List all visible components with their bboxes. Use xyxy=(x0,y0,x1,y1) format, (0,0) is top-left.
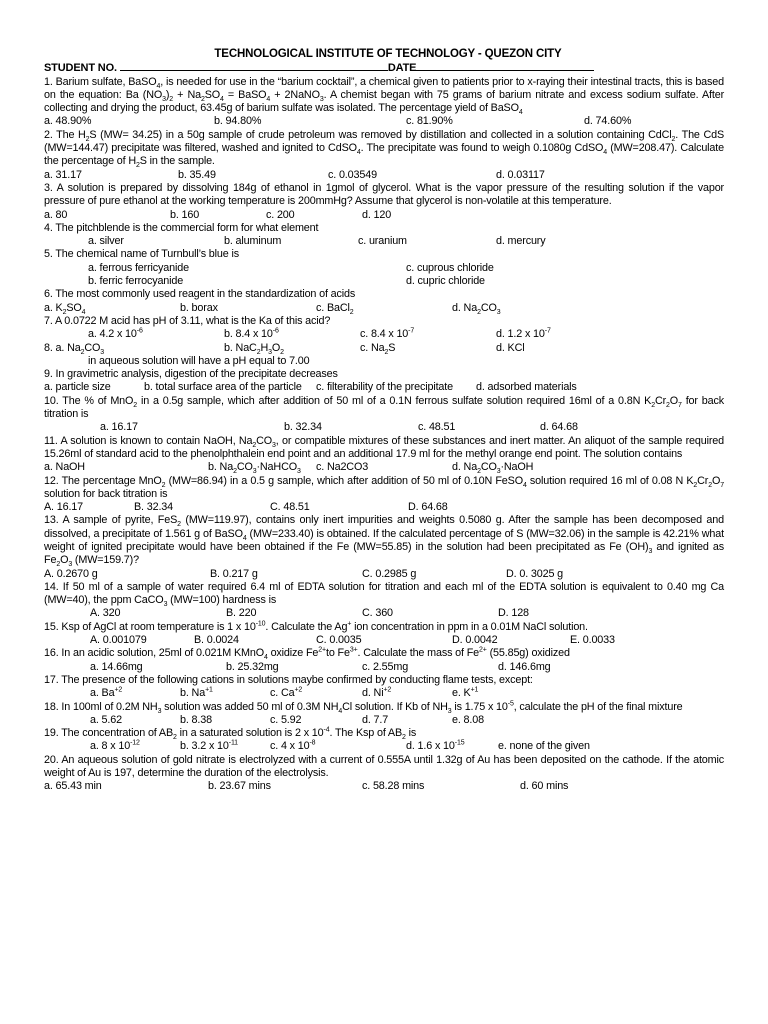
choice-row xyxy=(44,209,724,222)
answer-choice: c. 8.4 x $10^{-7}$ xyxy=(360,327,415,341)
answer-choice: c. 4 x $10^{-8}$ xyxy=(270,739,316,753)
answer-choice: a. 31.17 xyxy=(44,168,82,181)
answer-choice: e. $K^{+1}$ xyxy=(452,686,479,700)
student-info-line xyxy=(44,61,724,75)
choice-row xyxy=(44,302,724,315)
answer-choice: d. 64.68 xyxy=(540,421,578,434)
question-text: 7. A 0.0722 M acid has pH of 3.11, what is the Ka of this acid? xyxy=(44,314,331,327)
choice-row xyxy=(44,381,724,394)
answer-choice: c. cuprous chloride xyxy=(406,261,494,274)
question-q20 xyxy=(44,754,724,794)
answer-choice: C. 0.0035 xyxy=(316,634,362,647)
question-q19 xyxy=(44,727,724,754)
answer-choice: C. 360 xyxy=(362,607,393,620)
question-text: 16. In an acidic solution, 25ml of 0.021M KMnO$_4$ oxidize $Fe^{2+}to$ $Fe^{3+}$. Calculate the mass of $Fe^{2+}$ (55.85g) oxidized xyxy=(44,646,570,662)
answer-choice: d. 7.7 xyxy=(362,713,389,726)
answer-choice: b. total surface area of the particle xyxy=(144,381,302,394)
answer-choice: d. 1.2 x $10^{-7}$ xyxy=(496,327,551,341)
answer-choice: b. 160 xyxy=(170,208,200,221)
question-text: 4. The pitchblende is the commercial form for what element xyxy=(44,221,319,234)
answer-choice: a. 48.90% xyxy=(44,115,92,128)
answer-choice: b. 8.4 x $10^{-6}$ xyxy=(224,327,279,341)
choice-row xyxy=(44,607,724,620)
answer-choice: B. 0.217 g xyxy=(210,567,258,580)
answer-choice: a. $K_2SO_4$ xyxy=(44,301,86,316)
question-q9 xyxy=(44,368,724,395)
choice-row xyxy=(44,780,724,793)
choice-row xyxy=(44,342,724,355)
answer-choice: b. 25.32mg xyxy=(226,660,279,673)
choice-row xyxy=(44,661,724,674)
answer-choice: c. 48.51 xyxy=(418,421,456,434)
answer-choice: c. BaCl$_2$ xyxy=(316,301,354,316)
choice-row xyxy=(44,169,724,182)
question-q3 xyxy=(44,182,724,222)
question-text: 14. If 50 ml of a sample of water required 6.4 ml of EDTA solution for titration and each ml of the EDTA solution is equivalent to 0.40 mg Ca (MW=40), the ppm CaCO$_3$ (MW=100) hardness is xyxy=(44,580,724,609)
answer-choice: d. cupric chloride xyxy=(406,275,485,288)
question-text: 6. The most commonly used reagent in the standardization of acids xyxy=(44,288,356,301)
answer-choice: b. 32.34 xyxy=(284,421,322,434)
question-text: 13. A sample of pyrite, FeS$_2$ (MW=119.97), contains only inert impurities and weights 0.5080 g. After the sample has been decomposed and dissolved, a precipitate of 1.561 g of BaSO$_4$ (MW=233.40) is obtained. If the calculated percentage of S (MW=32.06) in the sample is 42.21% what weight of ignited precipitate would have been obtained if the Fe (MW=55.85) in the solution had been precipitated as Fe $(OH)_3$ and ignited as $Fe_2O_3$ (MW=159.7)? xyxy=(44,514,725,569)
answer-choice: b. $Na^{+1}$ xyxy=(180,686,213,700)
answer-choice: b. ferric ferrocyanide xyxy=(88,275,184,288)
answer-choice: d. mercury xyxy=(496,235,546,248)
page-title: TECHNOLOGICAL INSTITUTE OF TECHNOLOGY - QUEZON CITY xyxy=(214,48,562,60)
answer-choice: a. 14.66mg xyxy=(90,660,143,673)
answer-choice: e. 8.08 xyxy=(452,713,484,726)
question-q4 xyxy=(44,222,724,249)
answer-choice: b. aluminum xyxy=(224,235,282,248)
answer-choice: b. 3.2 x $10^{-11}$ xyxy=(180,739,238,753)
answer-choice: B. 32.34 xyxy=(134,501,174,514)
answer-choice: a. silver xyxy=(88,235,124,248)
answer-choice: a. 4.2 x $10^{-6}$ xyxy=(88,327,143,341)
answer-choice: b. 8.38 xyxy=(180,713,212,726)
answer-choice: d. $Na_2CO_3$ xyxy=(452,301,501,316)
answer-choice: a. 65.43 min xyxy=(44,780,102,793)
question-text: 1. Barium sulfate, BaSO$_4$, is needed for use in the “barium cocktail”, a chemical given to patients prior to x-raying their intestinal tracts, this is based on the equation: Ba $(NO_3)_2 + Na_2SO_4$ = BaSO$_4$ + 2NaNO$_3$. A chemist began with 75 grams of barium nitrate and excess sodium sulfate. After collecting and drying the product, 63.45g of barium sulfate was isolated. The percentage yield of BaSO$_4$ xyxy=(44,75,725,117)
answer-choice: d. 146.6mg xyxy=(498,660,551,673)
date-label: DATE xyxy=(387,62,417,75)
answer-choice: B. 0.0024 xyxy=(194,634,239,647)
answer-choice: D. 0.0042 xyxy=(452,634,498,647)
answer-choice: b. 35.49 xyxy=(178,168,216,181)
question-q13 xyxy=(44,514,724,580)
answer-choice: d. $Ni^{+2}$ xyxy=(362,686,392,700)
question-q6 xyxy=(44,288,724,315)
date-blank xyxy=(416,61,594,71)
question-q16 xyxy=(44,647,724,674)
answer-choice: a. ferrous ferricyanide xyxy=(88,261,189,274)
question-text: 2. The $H_2S$ (MW= 34.25) in a 50g sample of crude petroleum was removed by distillation and collected in a solution containing CdCl$_2$. The CdS (MW=144.47) precipitate was filtered, washed and ignited to CdSO$_4$. The precipitate was found to weigh 0.1080g CdSO$_4$ (MW=208.47). Calculate the percentage of $H_2S$ in the sample. xyxy=(44,128,725,170)
answer-choice: b. $Na_2CO_3\cdot NaHCO_3$ xyxy=(208,461,301,476)
answer-choice: C. 48.51 xyxy=(270,501,310,514)
answer-choice: d. 60 mins xyxy=(520,780,569,793)
choice-row xyxy=(44,235,724,248)
question-q11 xyxy=(44,435,724,475)
answer-choice: c. 5.92 xyxy=(270,713,302,726)
choice-row xyxy=(44,568,724,581)
answer-choice: a. particle size xyxy=(44,381,111,394)
answer-choice: b. $NaC_2H_3O_2$ xyxy=(224,341,284,356)
answer-choice: d. 0.03117 xyxy=(496,168,545,181)
choice-row xyxy=(44,714,724,727)
answer-choice: A. 16.17 xyxy=(44,501,84,514)
question-text: 20. An aqueous solution of gold nitrate is electrolyzed with a current of 0.555A until 1.32g of Au has been deposited on the cathode. If the atomic weight of Au is 197, determine the duration of the electrolysis. xyxy=(44,753,724,780)
question-q12 xyxy=(44,475,724,515)
answer-choice: d. adsorbed materials xyxy=(476,381,577,394)
answer-choice: d. 120 xyxy=(362,208,392,221)
answer-choice: d. KCl xyxy=(496,341,525,354)
question-text: 5. The chemical name of Turnbull’s blue is xyxy=(44,248,239,261)
question-text: 12. The percentage MnO$_2$ (MW=86.94) in a 0.5 g sample, which after addition of 50 ml of 0.10N FeSO$_4$ solution required 16 ml of 0.08 N $K_2Cr_2O_7$ solution for back titration is xyxy=(44,474,724,500)
answer-choice: a. NaOH xyxy=(44,461,85,474)
answer-choice: A. 320 xyxy=(90,607,121,620)
question-q10 xyxy=(44,395,724,435)
choice-row xyxy=(44,262,724,275)
answer-choice: C. 0.2985 g xyxy=(362,567,417,580)
answer-choice: B. 220 xyxy=(226,607,257,620)
question-q18 xyxy=(44,701,724,728)
choice-row xyxy=(44,115,724,128)
answer-choice: c. Na2CO3 xyxy=(316,461,369,474)
question-q7 xyxy=(44,315,724,342)
choice-row xyxy=(44,328,724,341)
answer-choice: E. 0.0033 xyxy=(570,634,615,647)
question-q17 xyxy=(44,674,724,701)
choice-row xyxy=(44,461,724,474)
answer-choice: in aqueous solution will have a pH equal to 7.00 xyxy=(88,354,310,367)
choice-row xyxy=(44,355,724,368)
question-text: 15. Ksp of AgCl at room temperature is 1 x $10^{-10}$. Calculate the Ag+ ion concentration in ppm in a 0.01M NaCl solution. xyxy=(44,620,588,633)
answer-choice: 8. a. $Na_2CO_3$ xyxy=(44,341,105,356)
answer-choice: a. $Ba^{+2}$ xyxy=(90,686,123,700)
choice-row xyxy=(44,275,724,288)
choice-row xyxy=(44,421,724,434)
answer-choice: b. borax xyxy=(180,301,218,314)
answer-choice: a. 8 x $10^{-12}$ xyxy=(90,739,140,753)
exam-page xyxy=(44,48,724,794)
question-q5 xyxy=(44,248,724,288)
answer-choice: e. none of the given xyxy=(498,740,590,753)
answer-choice: d. $Na_2CO_3\cdot NaOH$ xyxy=(452,461,534,476)
answer-choice: c. $Ca^{+2}$ xyxy=(270,686,303,700)
choice-row xyxy=(44,634,724,647)
answer-choice: d. 1.6 x $10^{-15}$ xyxy=(406,739,465,753)
answer-choice: A. 0.001079 xyxy=(90,634,147,647)
question-q14 xyxy=(44,581,724,621)
question-text: 9. In gravimetric analysis, digestion of the precipitate decreases xyxy=(44,368,338,381)
question-text: 19. The concentration of $AB_2$ in a saturated solution is 2 x $10^{-4}$. The Ksp of $AB_2$ is xyxy=(44,726,417,742)
question-q8 xyxy=(44,342,724,369)
answer-choice: D. 64.68 xyxy=(408,501,448,514)
choice-row xyxy=(44,740,724,753)
answer-choice: A. 0.2670 g xyxy=(44,567,98,580)
question-q15 xyxy=(44,621,724,648)
answer-choice: d. 74.60% xyxy=(584,115,632,128)
question-list xyxy=(44,76,724,794)
answer-choice: c. 200 xyxy=(266,208,295,221)
choice-row xyxy=(44,501,724,514)
answer-choice: D. 128 xyxy=(498,607,529,620)
answer-choice: c. 2.55mg xyxy=(362,660,409,673)
question-q1 xyxy=(44,76,724,129)
choice-row xyxy=(44,687,724,700)
answer-choice: a. 80 xyxy=(44,208,68,221)
answer-choice: c. uranium xyxy=(358,235,407,248)
answer-choice: c. 58.28 mins xyxy=(362,780,425,793)
question-text: 3. A solution is prepared by dissolving 184g of ethanol in 1gmol of glycerol. What is the vapor pressure of the resulting solution if the vapor pressure of pure ethanol at the working temperature is 200mmHg? Assume that glycerol is non-volatile at this temperature. xyxy=(44,181,724,208)
answer-choice: b. 94.80% xyxy=(214,115,262,128)
question-text: 18. In 100ml of 0.2M $NH_3$ solution was added 50 ml of 0.3M $NH_4Cl$ solution. If Kb of $NH_3$ is 1.75 x $10^{-5}$, calculate the pH of the final mixture xyxy=(44,699,683,715)
answer-choice: b. 23.67 mins xyxy=(208,780,271,793)
answer-choice: D. 0. 3025 g xyxy=(506,567,564,580)
answer-choice: c. 81.90% xyxy=(406,115,453,128)
question-text: 11. A solution is known to contain NaOH, $Na_2CO_3$, or compatible mixtures of these substances and inert matter. An aliquot of the sample required 15.26ml of standard acid to the phenolphthalein end point and an additional 17.9 ml for the methyl orange end point. The solution contains xyxy=(44,434,724,460)
answer-choice: c. $Na_2S$ xyxy=(360,341,396,356)
question-text: 17. The presence of the following cations in solutions maybe confirmed by conducting flame tests, except: xyxy=(44,673,533,686)
answer-choice: a. 16.17 xyxy=(100,421,138,434)
student-no-blank xyxy=(120,61,388,71)
answer-choice: c. 0.03549 xyxy=(328,168,377,181)
answer-choice: c. filterability of the precipitate xyxy=(316,381,453,394)
answer-choice: a. 5.62 xyxy=(90,713,122,726)
question-text: 10. The % of MnO$_2$ in a 0.5g sample, which after addition of 50 ml of a 0.1N ferrous sulfate solution required 16ml of a 0.8N $K_2Cr_2O_7$ for back titration is xyxy=(44,394,724,421)
question-q2 xyxy=(44,129,724,182)
student-no-label: STUDENT NO. xyxy=(44,62,117,75)
